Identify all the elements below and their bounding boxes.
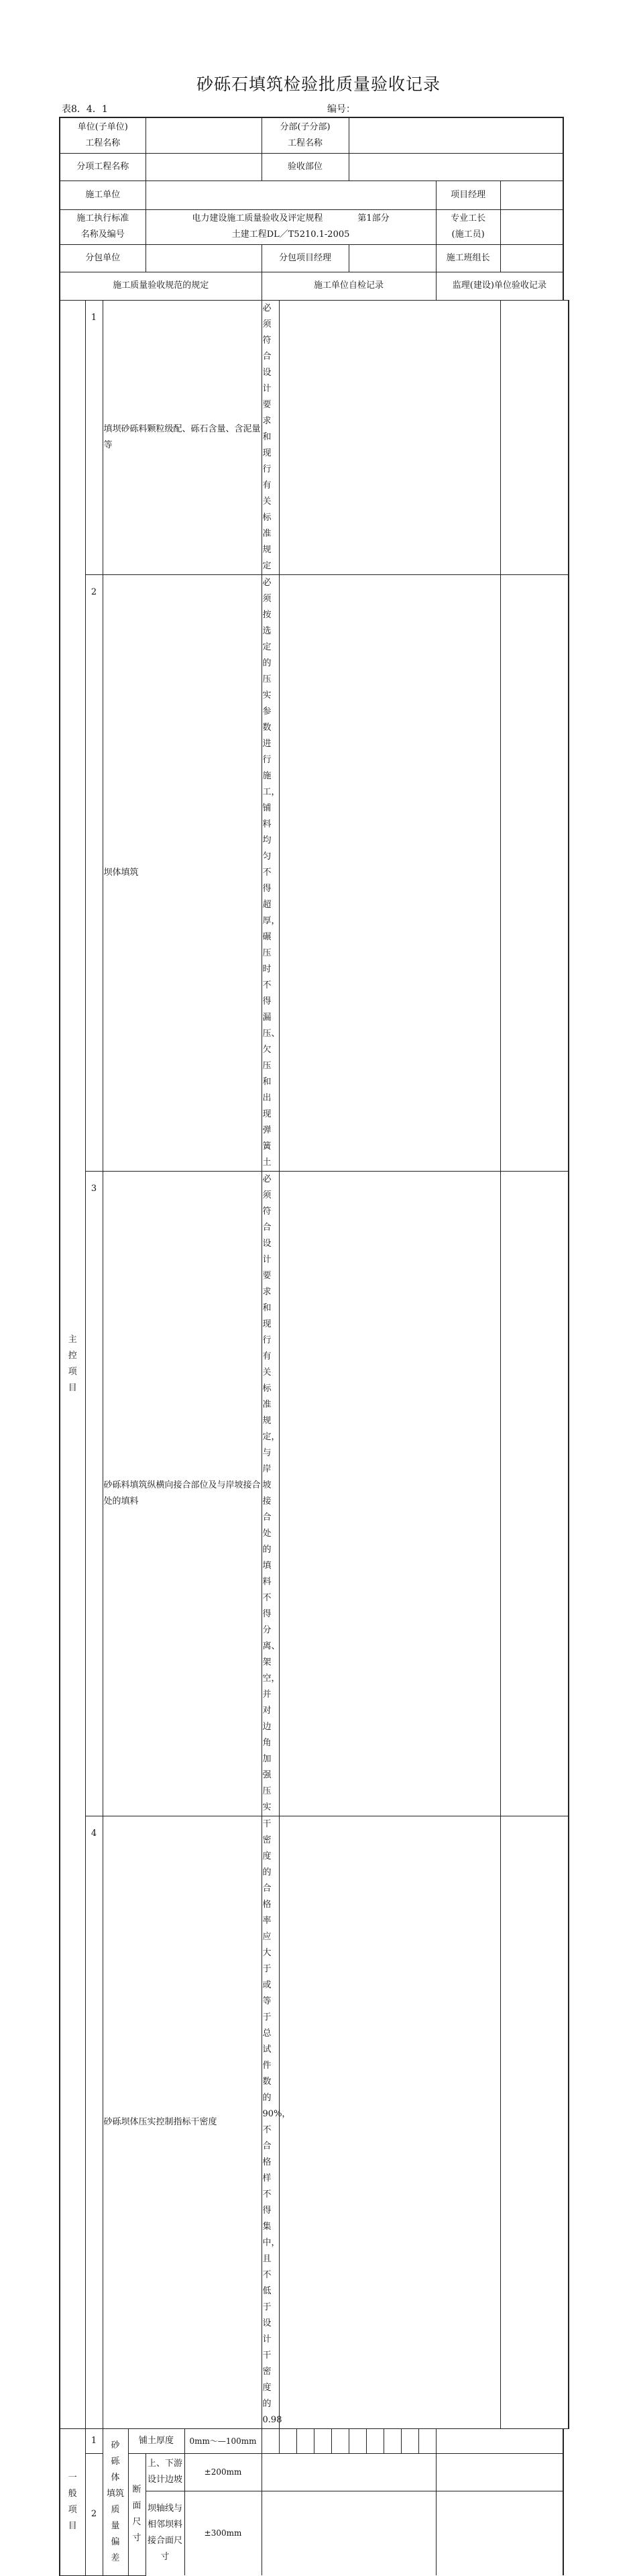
general-item-supervision[interactable] [436,2491,563,2575]
spec-column-header: 施工质量验收规范的规定 [60,272,262,300]
construction-unit-value[interactable] [146,181,436,209]
main-item-self-check[interactable] [279,574,500,1171]
main-item-supervision[interactable] [500,574,569,1171]
section-size-label: 断 面 尺 寸 [128,2453,146,2575]
acceptance-part-label: 验收部位 [262,153,349,181]
general-item-name: 坝轴线与相邻坝料接合面尺寸 [146,2491,184,2575]
main-item-requirement: 必须符合设计要求和现行有关标准规定 [262,300,279,574]
main-item-name: 坝体填筑 [103,574,262,1171]
unit-project-label: 单位(子单位) 工程名称 [60,117,146,153]
subcontract-manager-value[interactable] [349,244,436,272]
main-item-requirement: 必须符合设计要求和现行有关标准规定，与岸坡接合处的填料不得分离、架空，并对边角加强压实 [262,1171,279,1816]
main-item-self-check[interactable] [279,1816,500,2428]
main-item-supervision[interactable] [500,300,569,574]
general-item-supervision[interactable] [436,2428,563,2453]
main-item-requirement: 干密度的合格率应大于或等于总试件数的90%，不合格样不得集中，且不低于设计干密度的0.98 [262,1816,279,2428]
measurement-cell[interactable] [279,2428,296,2453]
general-item-tolerance: 0mm～—100mm [184,2428,262,2453]
item-project-label: 分项工程名称 [60,153,146,181]
subdivision-value[interactable] [349,117,563,153]
main-item-self-check[interactable] [279,1171,500,1816]
fill-quality-deviation-label: 砂 砾 体 填筑 质 量 偏 差 [103,2428,128,2575]
subcontract-manager-label: 分包项目经理 [262,244,349,272]
measurement-cell[interactable] [401,2428,418,2453]
general-item-name: 上、下游设计边坡 [146,2453,184,2491]
general-item-tolerance: ±200mm [184,2453,262,2491]
project-manager-value[interactable] [500,181,563,209]
measurement-cell[interactable] [366,2428,384,2453]
inspection-form [59,117,569,2576]
subcontract-unit-label: 分包单位 [60,244,146,272]
measurement-cell[interactable] [262,2428,279,2453]
general-item-self-check[interactable] [262,2453,436,2491]
main-item-self-check[interactable] [279,300,500,574]
subdivision-label: 分部(子分部) 工程名称 [262,117,349,153]
main-item-name: 填坝砂砾料颗粒级配、砾石含量、含泥量等 [103,300,262,574]
item-project-value[interactable] [146,153,262,181]
team-leader-label: 施工班组长 [436,244,500,272]
page-title: 砂砾石填筑检验批质量验收记录 [196,74,441,94]
main-item-name: 砂砾料填筑纵横向接合部位及与岸坡接合处的填料 [103,1171,262,1816]
main-item-number: 2 [85,574,103,1171]
main-item-supervision[interactable] [500,1171,569,1816]
self-check-column-header: 施工单位自检记录 [262,272,436,300]
general-item-self-check[interactable] [262,2491,436,2575]
general-item-number: 2 [85,2453,103,2575]
table-number: 表8．4．1 [62,104,108,115]
main-control-label: 主 控 项 目 [60,300,85,2428]
acceptance-part-value[interactable] [349,153,563,181]
standard-label: 施工执行标准 名称及编号 [60,209,146,244]
general-item-supervision[interactable] [436,2453,563,2491]
general-item-number: 1 [85,2428,103,2453]
general-item-tolerance: ±300mm [184,2491,262,2575]
measurement-cell[interactable] [349,2428,366,2453]
measurement-cell[interactable] [331,2428,349,2453]
standard-value [146,209,436,244]
main-item-supervision[interactable] [500,1816,569,2428]
foreman-label: 专业工长 (施工员) [436,209,500,244]
measurement-cell[interactable] [384,2428,401,2453]
measurement-cell[interactable] [296,2428,314,2453]
standard-line-2: 土建工程DL／T5210.1-2005 [231,229,350,240]
measurement-cell[interactable] [314,2428,331,2453]
supervision-column-header: 监理(建设)单位验收记录 [436,272,563,300]
general-items-label: 一 般 项 目 [60,2428,85,2575]
construction-unit-label: 施工单位 [60,181,146,209]
unit-project-value[interactable] [146,117,262,153]
project-manager-label: 项目经理 [436,181,500,209]
subcontract-unit-value[interactable] [146,244,262,272]
main-item-number: 4 [85,1816,103,2428]
main-item-number: 1 [85,300,103,574]
main-item-name: 砂砾坝体压实控制指标干密度 [103,1816,262,2428]
general-item-name: 铺土厚度 [128,2428,184,2453]
foreman-value[interactable] [500,209,563,244]
measurement-cell[interactable] [418,2428,436,2453]
main-item-requirement: 必须按选定的压实参数进行施工，铺料均匀不得超厚，碾压时不得漏压、欠压和出现弹簧土 [262,574,279,1171]
team-leader-value[interactable] [500,244,563,272]
main-item-number: 3 [85,1171,103,1816]
serial-number-label: 编号： [327,104,355,115]
standard-line-1: 电力建设施工质量验收及评定规程 第1部分 [192,213,390,223]
